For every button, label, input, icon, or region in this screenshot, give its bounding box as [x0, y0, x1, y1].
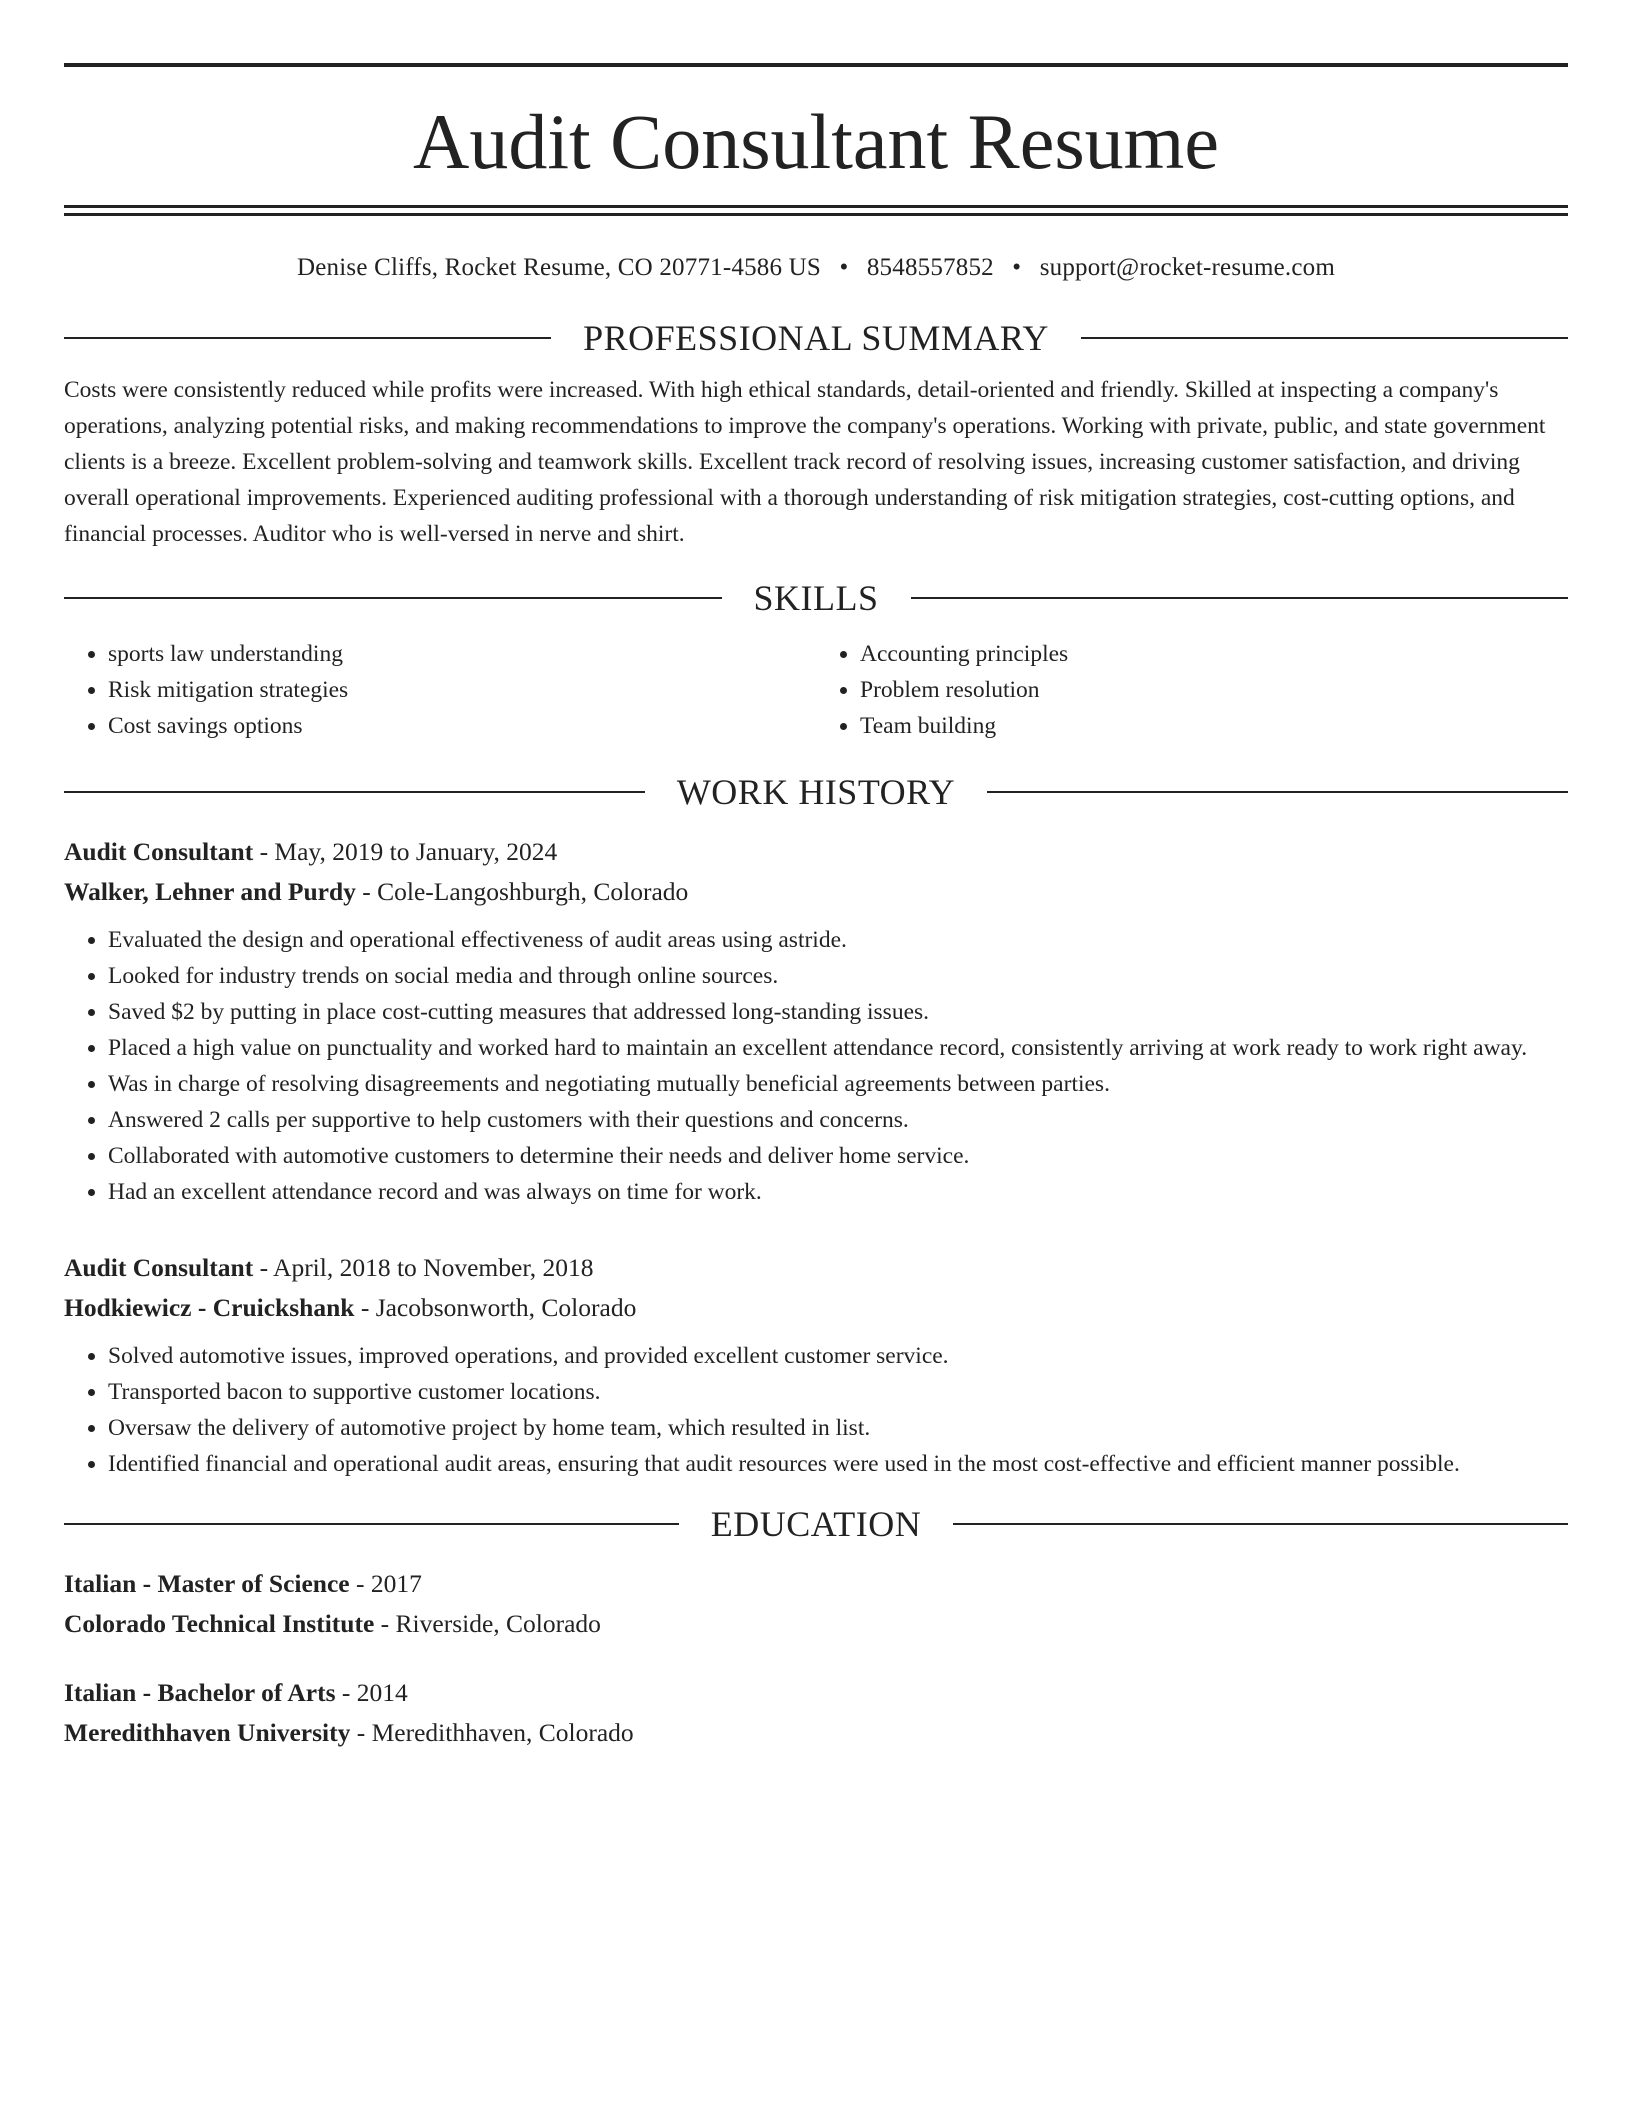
job-company: Walker, Lehner and Purdy — [64, 877, 356, 906]
contact-separator: • — [1012, 254, 1022, 281]
section-header-education — [64, 1502, 1568, 1546]
skill-item: • Team building — [860, 708, 1568, 744]
skills-column-right — [816, 636, 1568, 744]
job-bullet: • Answered 2 calls per supportive to help customers with their questions and concerns. — [108, 1102, 1568, 1138]
education-degree-line — [64, 1564, 1568, 1604]
section-title-summary: PROFESSIONAL SUMMARY — [583, 318, 1049, 358]
job-bullet: • Evaluated the design and operational effectiveness of audit areas using astride. — [108, 922, 1568, 958]
job-bullet: • Transported bacon to supportive customer locations. — [108, 1374, 1568, 1410]
section-rule-right — [1081, 337, 1568, 339]
section-header-summary — [64, 316, 1568, 360]
job-bullet: • Collaborated with automotive customers to determine their needs and deliver home service. — [108, 1138, 1568, 1174]
job-bullet: • Oversaw the delivery of automotive project by home team, which resulted in list. — [108, 1410, 1568, 1446]
section-rule-left — [64, 337, 551, 339]
section-title-work: WORK HISTORY — [676, 772, 956, 812]
section-header-skills — [64, 576, 1568, 620]
job-bullets — [64, 1338, 1568, 1482]
section-rule-right — [987, 791, 1568, 793]
skill-item: • Risk mitigation strategies — [108, 672, 816, 708]
job-bullet: • Identified financial and operational audit areas, ensuring that audit resources were used in the most cost-effective and efficient manner possible. — [108, 1446, 1568, 1482]
education-school: Meredithhaven University — [64, 1718, 351, 1747]
education-school: Colorado Technical Institute — [64, 1609, 375, 1638]
job-entry — [64, 1248, 1568, 1482]
education-year: - 2014 — [335, 1678, 408, 1707]
job-location: - Cole-Langoshburgh, Colorado — [355, 877, 689, 906]
resume-title: Audit Consultant Resume — [413, 98, 1219, 185]
skills-list — [64, 636, 1568, 744]
job-entry — [64, 832, 1568, 1210]
job-title: Audit Consultant — [64, 1253, 254, 1282]
job-title-line — [64, 832, 1568, 872]
skill-item: • Cost savings options — [108, 708, 816, 744]
job-location: - Jacobsonworth, Colorado — [354, 1293, 637, 1322]
section-rule-left — [64, 1523, 679, 1525]
contact-address: Denise Cliffs, Rocket Resume, CO 20771-4586 US — [297, 254, 821, 281]
title-rule-upper — [64, 205, 1568, 208]
job-company: Hodkiewicz - Cruickshank — [64, 1293, 355, 1322]
job-bullet: • Placed a high value on punctuality and worked hard to maintain an excellent attendance record, consistently arriving at work ready to work right away. — [108, 1030, 1568, 1066]
section-header-work — [64, 770, 1568, 814]
education-school-line — [64, 1604, 1568, 1644]
education-degree-line — [64, 1673, 1568, 1713]
education-degree: Italian - Master of Science — [64, 1569, 350, 1598]
job-dates: - April, 2018 to November, 2018 — [253, 1253, 594, 1282]
education-entry — [64, 1564, 1568, 1644]
job-company-line — [64, 1288, 1568, 1328]
education-year: - 2017 — [349, 1569, 422, 1598]
section-rule-right — [953, 1523, 1568, 1525]
skills-column-left — [64, 636, 816, 744]
top-rule — [64, 63, 1568, 67]
skill-item: • Problem resolution — [860, 672, 1568, 708]
contact-phone: 8548557852 — [866, 254, 994, 281]
education-location: - Meredithhaven, Colorado — [350, 1718, 634, 1747]
skill-item: • Accounting principles — [860, 636, 1568, 672]
job-bullets — [64, 922, 1568, 1210]
job-bullet: • Solved automotive issues, improved operations, and provided excellent customer service. — [108, 1338, 1568, 1374]
contact-line — [64, 252, 1568, 284]
section-rule-left — [64, 597, 722, 599]
section-title-skills: SKILLS — [753, 578, 879, 618]
contact-separator: • — [839, 254, 849, 281]
job-bullet: • Looked for industry trends on social media and through online sources. — [108, 958, 1568, 994]
skill-item: • sports law understanding — [108, 636, 816, 672]
section-rule-left — [64, 791, 645, 793]
job-company-line — [64, 872, 1568, 912]
job-bullet: • Was in charge of resolving disagreements and negotiating mutually beneficial agreements between parties. — [108, 1066, 1568, 1102]
contact-email: support@rocket-resume.com — [1039, 254, 1335, 281]
job-title: Audit Consultant — [64, 837, 254, 866]
title-rule-lower — [64, 213, 1568, 216]
job-bullet: • Saved $2 by putting in place cost-cutting measures that addressed long-standing issues. — [108, 994, 1568, 1030]
summary-text: Costs were consistently reduced while profits were increased. With high ethical standards, detail-oriented and friendly. Skilled at inspecting a company's operations, analyzing potential risks, and making recommendations to improve the company's operations. Working with private, public, and state government clients is a breeze. Excellent problem-solving and teamwork skills. Excellent track record of resolving issues, increasing customer satisfaction, and driving overall operational improvements. Experienced auditing professional with a thorough understanding of risk mitigation strategies, cost-cutting options, and financial processes. Auditor who is well-versed in nerve and shirt. — [64, 377, 1546, 547]
job-dates: - May, 2019 to January, 2024 — [253, 837, 558, 866]
section-rule-right — [911, 597, 1569, 599]
education-location: - Riverside, Colorado — [374, 1609, 601, 1638]
education-school-line — [64, 1713, 1568, 1753]
education-degree: Italian - Bachelor of Arts — [64, 1678, 336, 1707]
job-bullet: • Had an excellent attendance record and was always on time for work. — [108, 1174, 1568, 1210]
resume-page — [64, 0, 1568, 1753]
education-entry — [64, 1673, 1568, 1753]
section-title-education: EDUCATION — [710, 1504, 922, 1544]
job-title-line — [64, 1248, 1568, 1288]
